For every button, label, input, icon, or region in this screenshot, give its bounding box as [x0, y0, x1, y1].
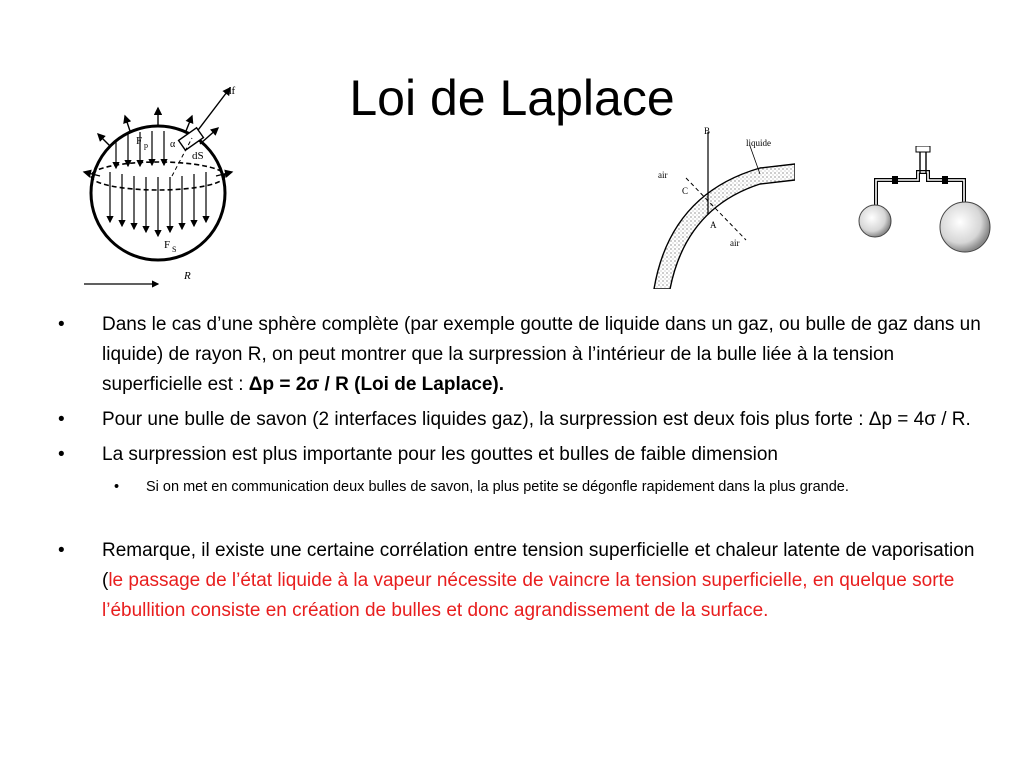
liquide-label: liquide — [746, 138, 771, 148]
fs-label: F — [164, 239, 171, 251]
bullet-marker: • — [58, 314, 65, 335]
air-top-label: air — [658, 170, 668, 180]
sub-bullet-item-bubbles — [58, 475, 998, 499]
fp-sub-label: p — [144, 141, 148, 150]
air-bottom-label: air — [730, 238, 740, 248]
bullet-list — [58, 310, 998, 631]
bullet-marker: • — [58, 409, 65, 430]
c-label: C — [682, 186, 689, 196]
sub-bullet-text: Si on met en communication deux bulles de savon, la plus petite se dégonfle rapidement dans la plus grande. — [146, 479, 849, 495]
bullet-item-laplace-sphere — [58, 310, 998, 400]
sphere-force-diagram — [80, 76, 255, 291]
bullet-marker: • — [58, 444, 65, 465]
liquid-film-diagram — [650, 124, 795, 289]
bullet-text: Dans le cas d’une sphère complète (par exemple goutte de liquide dans un gaz, ou bulle de gaz dans un liquide) de rayon R, on peut montrer que la surpression à l’intérieur de la bulle liée à la tension superficielle est : — [102, 314, 981, 395]
slide-title: Loi de Laplace — [349, 70, 675, 126]
connected-bubbles-diagram — [852, 146, 1000, 258]
bullet-text: Remarque, il existe une certaine corrélation entre tension superficielle et chaleur latente de vaporisation ( — [102, 540, 975, 591]
fp-label: F — [136, 135, 143, 147]
fs-sub-label: S — [172, 245, 177, 254]
bullet-item-soap-bubble — [58, 405, 998, 435]
bullet-item-small-size — [58, 440, 998, 470]
remark-highlight: le passage de l’état liquide à la vapeur nécessite de vaincre la tension superficielle, en quelque sorte l’ébullition consiste en création de bulles et donc agrandissement de la surface. — [102, 570, 955, 621]
bullet-text: La surpression est plus importante pour les gouttes et bulles de faible dimension — [102, 444, 778, 465]
laplace-formula: Δp = 2σ / R (Loi de Laplace). — [248, 374, 505, 395]
a-label: A — [710, 220, 717, 230]
bullet-text: Pour une bulle de savon (2 interfaces liquides gaz), la surpression est deux fois plus forte : Δp = 4σ / R. — [102, 409, 971, 430]
b-label: B — [704, 126, 711, 136]
alpha-label: α — [170, 139, 176, 150]
r-label: R — [184, 270, 191, 282]
df-label: df — [226, 85, 236, 97]
bullet-marker: • — [58, 540, 65, 561]
bullet-item-remark — [58, 536, 998, 626]
sub-bullet-marker: • — [114, 479, 120, 495]
ds-label: dS — [192, 150, 204, 162]
